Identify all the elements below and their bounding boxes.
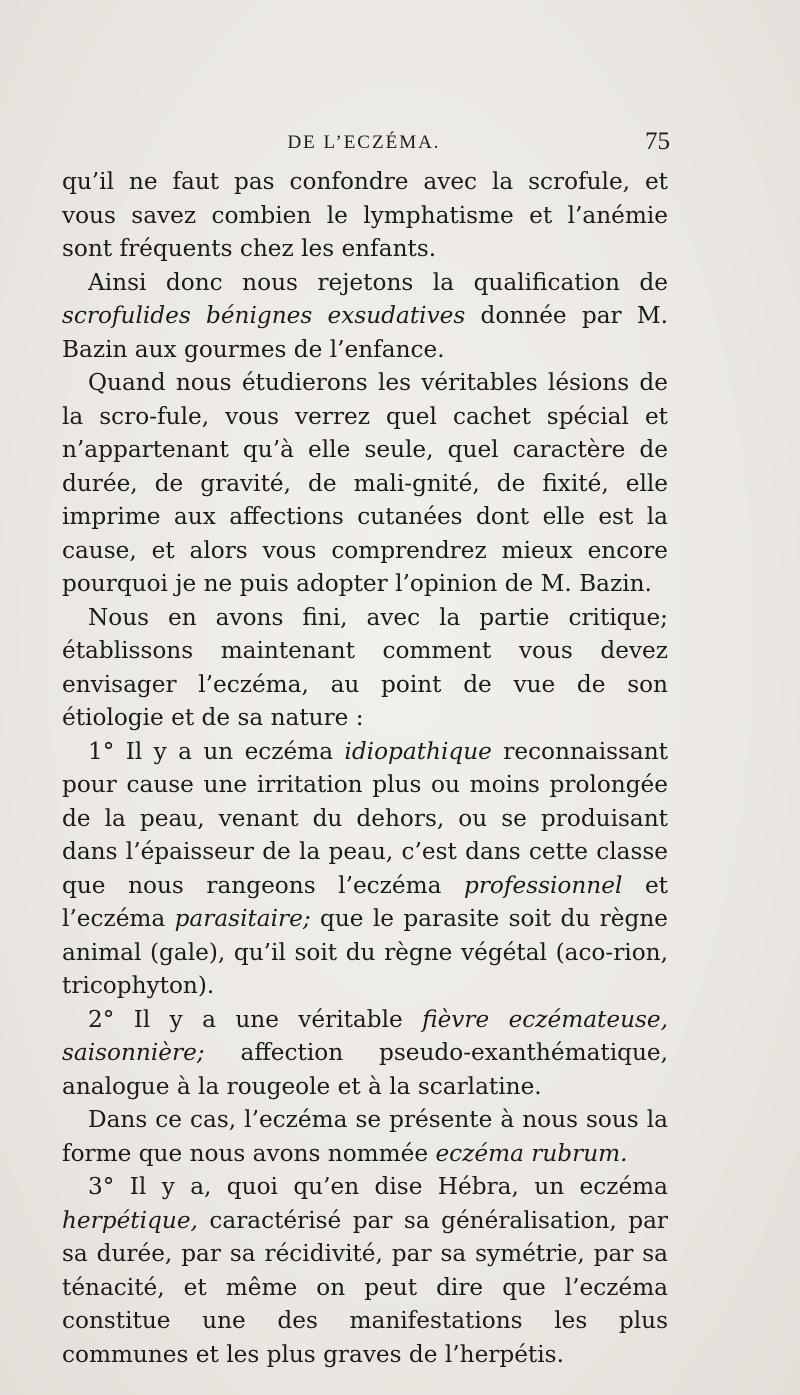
text-segment: que le parasite soit du règne animal (gale), qu’il soit du règne végétal (aco-rion, tricophyton). [62, 905, 668, 999]
running-title: DE L’ECZÉMA. [287, 132, 441, 153]
italic-term: scrofulides bénignes exsudatives [62, 302, 466, 329]
text-segment: Ainsi donc nous rejetons la qualification de [88, 268, 668, 296]
paragraph [62, 1170, 668, 1371]
text-segment: Quand nous étudierons les véritables lésions de la scro-fule, vous verrez quel cachet spécial et n’appartenant qu’à elle seule, quel caractère de durée, de gravité, de mali-gnité, de fixité, elle imprime aux affections cutanées dont elle est la cause, et alors vous comprendrez mieux encore pourquoi je ne puis adopter l’opinion de M. Bazin. [62, 369, 668, 597]
text-segment: 3° Il y a, quoi qu’en dise Hébra, un eczéma [88, 1173, 668, 1200]
running-head [58, 128, 670, 158]
paragraph [62, 1103, 668, 1170]
text-segment: et l’eczéma [62, 871, 668, 932]
italic-term: fièvre eczémateuse, saisonnière; [62, 1005, 668, 1066]
italic-term: parasitaire; [174, 905, 311, 932]
body-text [62, 165, 668, 1371]
paragraph [62, 601, 668, 735]
paragraph [62, 266, 668, 367]
text-segment: Nous en avons fini, avec la partie critique; établissons maintenant comment vous devez envisager l’eczéma, au point de vue de son étiologie et de sa nature : [62, 603, 668, 731]
paragraph [62, 366, 668, 601]
text-segment: affection pseudo-exanthématique, analogue à la rougeole et à la scarlatine. [62, 1039, 668, 1100]
text-segment: reconnaissant pour cause une irritation plus ou moins prolongée de la peau, venant du dehors, ou se produisant dans l’épaisseur de la peau, c’est dans cette classe que nous rangeons l’eczéma [62, 737, 668, 899]
paragraph [62, 165, 668, 266]
italic-term: eczéma rubrum. [435, 1139, 628, 1167]
text-segment: Dans ce cas, l’eczéma se présente à nous sous la forme que nous avons nommée [62, 1106, 668, 1167]
text-segment: caractérisé par sa généralisation, par sa durée, par sa récidivité, par sa symétrie, par sa ténacité, et même on peut dire que l’eczéma constitue une des manifestations les plus communes et les plus graves de l’herpétis. [62, 1206, 668, 1368]
text-segment: 1° Il y a un eczéma [88, 737, 345, 765]
paragraph [62, 1003, 668, 1104]
text-segment: 2° Il y a une véritable [88, 1005, 423, 1033]
italic-term: idiopathique [344, 737, 492, 765]
text-segment: donnée par M. Bazin aux gourmes de l’enfance. [62, 302, 668, 363]
italic-term: herpétique, [62, 1206, 198, 1234]
page-number: 75 [645, 128, 670, 155]
paragraph [62, 735, 668, 1003]
italic-term: professionnel [464, 871, 623, 899]
text-segment: qu’il ne faut pas confondre avec la scrofule, et vous savez combien le lymphatisme et l’anémie sont fréquents chez les enfants. [62, 168, 668, 262]
